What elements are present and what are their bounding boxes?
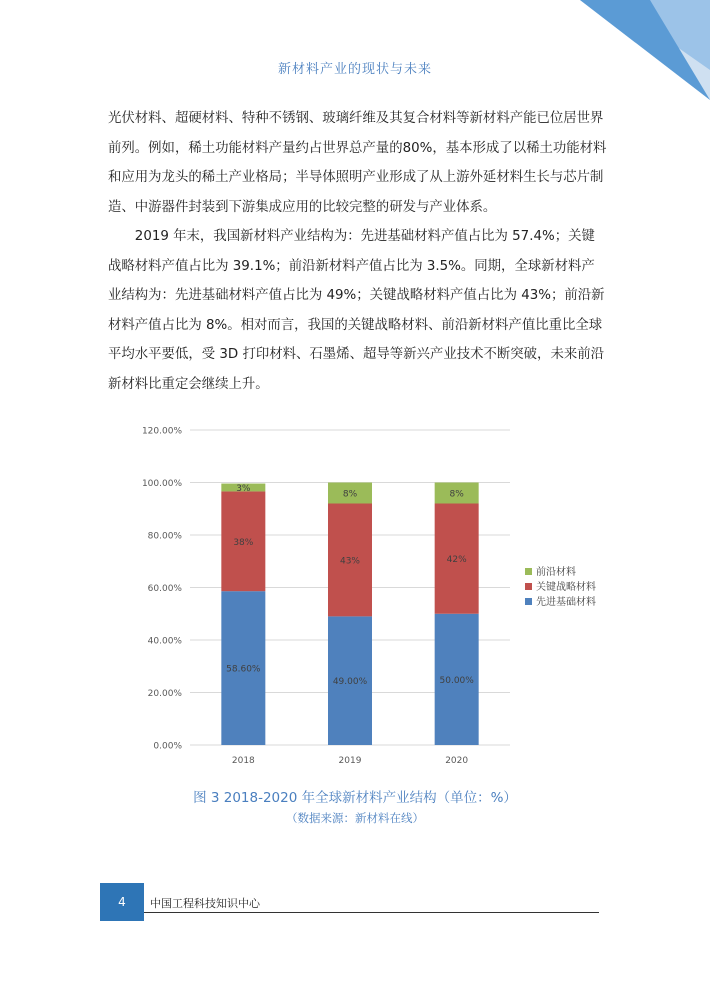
- paragraph-1: 光伏材料、超硬材料、特种不锈钢、玻璃纤维及其复合材料等新材料产能已位居世界前列。例如，稀土功能材料产量约占世界总产量的80%，基本形成了以稀土功能材料和应用为龙头的稀土产业格局；半导体照明产业形成了从上游外延材料生长与芯片制造、中游器件封装到下游集成应用的比较完整的研发与产业体系。: [108, 111, 607, 215]
- legend-swatch: [525, 583, 532, 590]
- y-tick-label: 20.00%: [147, 689, 182, 699]
- y-tick-label: 120.00%: [141, 426, 182, 437]
- figure-caption: 图 3 2018-2020 年全球新材料产业结构（单位：%）: [193, 790, 517, 806]
- y-tick-label: 40.00%: [147, 636, 182, 647]
- y-tick-label: 80.00%: [147, 531, 182, 542]
- legend-label: 先进基础材料: [536, 597, 596, 608]
- x-tick-label: 2018: [231, 756, 255, 766]
- legend-label: 关键战略材料: [536, 582, 596, 593]
- data-label: 3%: [236, 483, 251, 494]
- data-label: 49.00%: [332, 677, 368, 688]
- legend-swatch: [525, 598, 532, 605]
- x-tick-label: 2019: [338, 756, 362, 766]
- data-label: 50.00%: [439, 675, 474, 686]
- body-text: [108, 104, 608, 399]
- footer-divider: [144, 912, 599, 913]
- page-number: 4: [100, 883, 144, 921]
- paragraph-2: 2019 年末，我国新材料产业结构为：先进基础材料产值占比为 57.4%；关键战略材料产值占比为 39.1%；前沿新材料产值占比为 3.5%。同期，全球新材料产业结构为：先进基础材料产值占比为 49%；关键战略材料产值占比为 43%；前沿新材料产值占比为 8%。相对而言，我国的关键战略材料、前沿新材料产值比重比全球平均水平要低，受 3D 打印材料、石墨烯、超导等新兴产业技术不断突破，未来前沿新材料比重定会继续上升。: [108, 229, 605, 392]
- y-tick-label: 60.00%: [147, 584, 182, 594]
- data-label: 8%: [342, 489, 358, 500]
- figure-source: （数据来源：新材料在线）: [286, 811, 424, 825]
- y-tick-label: 100.00%: [141, 479, 182, 489]
- y-tick-label: 0.00%: [153, 741, 182, 752]
- data-label: 58.60%: [226, 664, 261, 675]
- footer-organization: 中国工程科技知识中心: [150, 897, 260, 910]
- data-label: 8%: [449, 489, 464, 500]
- data-label: 43%: [339, 556, 361, 567]
- legend-label: 前沿材料: [536, 567, 576, 578]
- data-label: 42%: [446, 555, 467, 566]
- stacked-bar-chart: [100, 410, 620, 780]
- data-label: 38%: [233, 537, 254, 548]
- x-tick-label: 2020: [445, 756, 469, 766]
- corner-decoration: [530, 0, 710, 110]
- legend-swatch: [525, 568, 532, 575]
- running-header: 新材料产业的现状与未来: [277, 62, 432, 77]
